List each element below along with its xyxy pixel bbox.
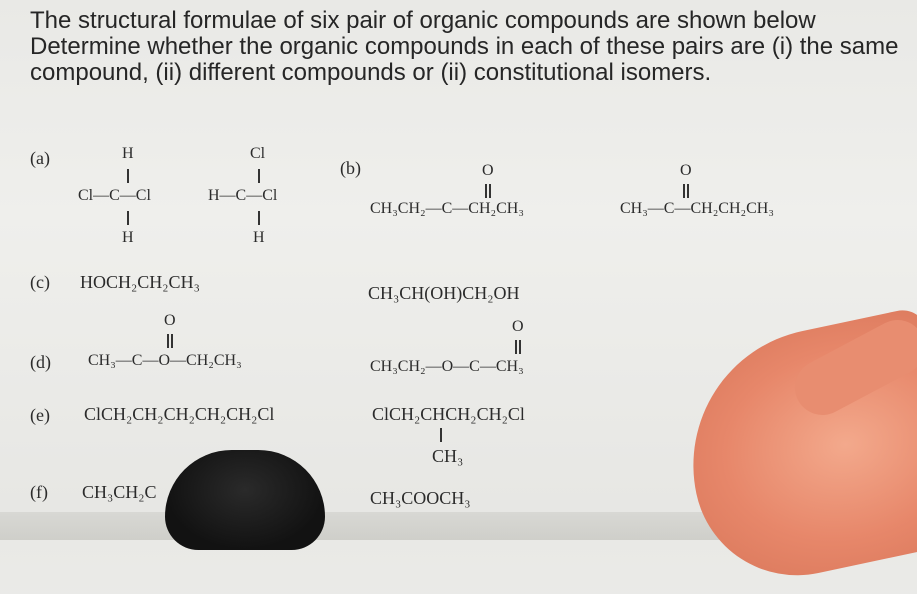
question-line-1: The structural formulae of six pair of organic compounds are shown below <box>30 7 816 34</box>
atom-bottom: H <box>253 229 265 246</box>
oxygen: O <box>164 312 176 329</box>
atom-row: CH₃—C—CH₂CH₂CH₃ <box>620 200 774 217</box>
compound-e-left: ClCH₂CH₂CH₂CH₂CH₂Cl <box>84 404 275 424</box>
atom-row: CH₃—C—O—CH₂CH₃ <box>88 352 242 369</box>
item-label-a: (a) <box>30 148 50 168</box>
compound-c-left: HOCH₂CH₂CH₃ <box>80 272 200 292</box>
person-head-occlusion <box>165 450 325 550</box>
bond <box>127 211 129 225</box>
bond <box>258 169 260 183</box>
question-text <box>30 8 910 86</box>
item-label-b: (b) <box>340 158 361 178</box>
atom-row: CH₃CH₂—O—C—CH₃ <box>370 358 524 375</box>
structure-d-right <box>370 318 630 398</box>
atom-row: CH₃CH₂—C—CH₂CH₃ <box>370 200 524 217</box>
item-label-e: (e) <box>30 405 50 425</box>
atom-bottom: H <box>122 229 134 246</box>
structure-b-right <box>620 162 860 242</box>
bond <box>127 169 129 183</box>
double-bond <box>683 184 689 198</box>
item-label-d: (d) <box>30 352 51 372</box>
atom-row: Cl—C—Cl <box>78 187 151 204</box>
oxygen: O <box>512 318 524 335</box>
compound-f-left: CH₃CH₂C <box>82 482 157 502</box>
branch-methyl: CH₃ <box>432 446 464 466</box>
question-line-3: compound, (ii) different compounds or (ii) constitutional isomers. <box>30 59 712 86</box>
item-label-c: (c) <box>30 272 50 292</box>
structure-b-left <box>370 162 610 242</box>
oxygen: O <box>680 162 692 179</box>
structure-a-left <box>78 145 198 260</box>
double-bond <box>167 334 173 348</box>
structure-a-right <box>208 145 338 260</box>
atom-top: H <box>122 145 134 162</box>
double-bond <box>515 340 521 354</box>
atom-top: Cl <box>250 145 266 162</box>
question-line-2: Determine whether the organic compounds in each of these pairs are (i) the same <box>30 33 899 60</box>
double-bond <box>485 184 491 198</box>
structure-e-right <box>372 404 592 474</box>
structure-d-left <box>88 312 348 392</box>
bond <box>440 428 442 442</box>
atom-row: H—C—Cl <box>208 187 278 204</box>
oxygen: O <box>482 162 494 179</box>
compound-c-right: CH₃CH(OH)CH₂OH <box>368 283 520 303</box>
atom-row: ClCH₂CHCH₂CH₂Cl <box>372 404 525 424</box>
compound-f-right: CH₃COOCH₃ <box>370 488 471 508</box>
item-label-f: (f) <box>30 482 48 502</box>
bond <box>258 211 260 225</box>
